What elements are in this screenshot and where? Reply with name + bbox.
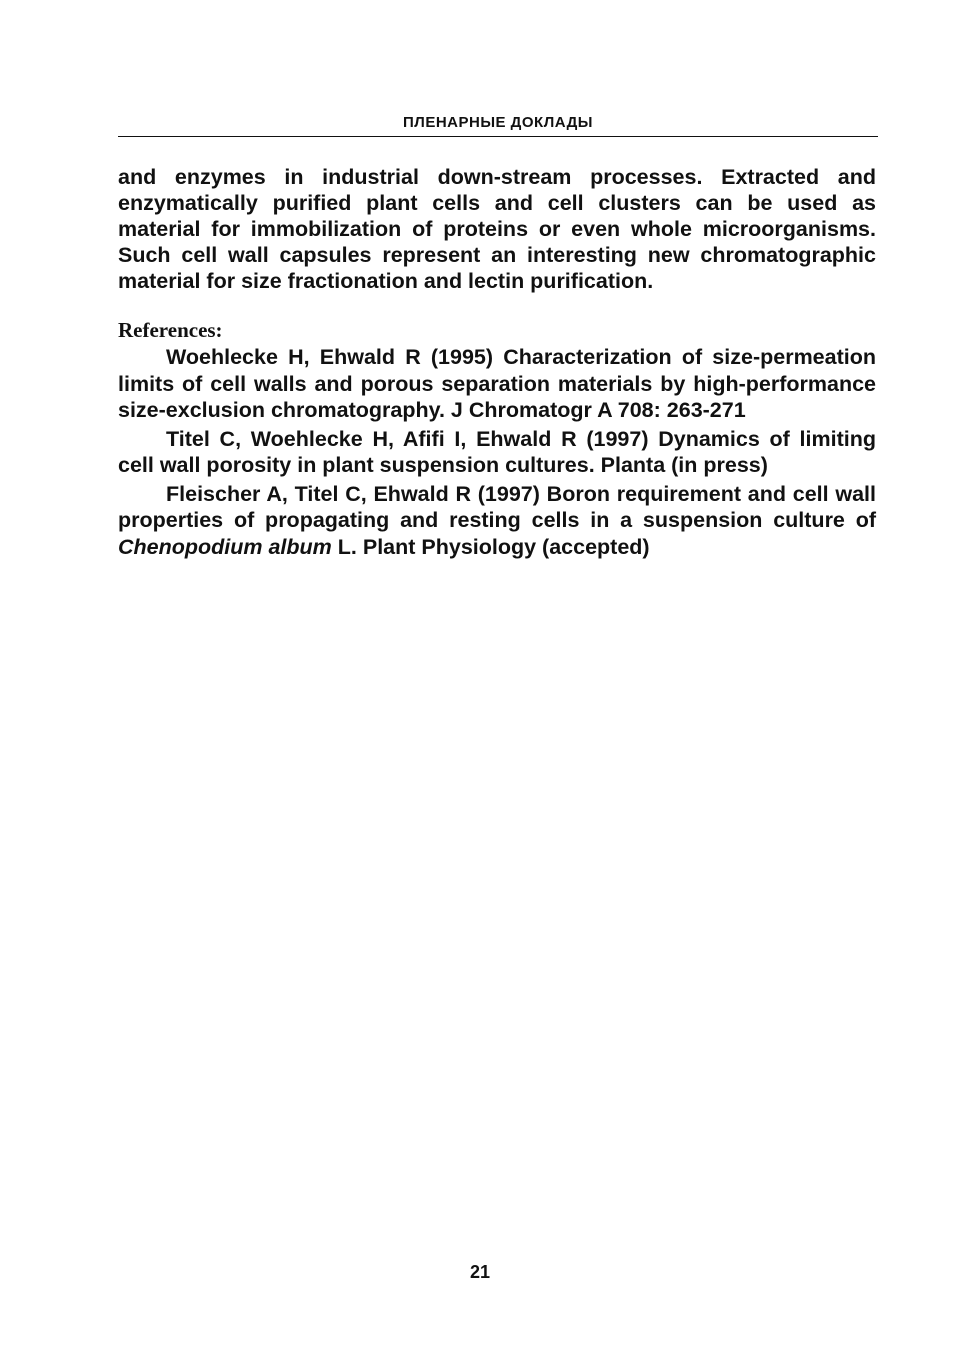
reference-item: Titel C, Woehlecke H, Afifi I, Ehwald R (1997) Dynamics of limiting cell wall porosity in plant suspension cultures. Planta (in press) bbox=[118, 426, 876, 477]
reference-text: Fleischer A, Titel C, Ehwald R (1997) Boron requirement and cell wall properties of propagating and resting cells in a suspension culture of bbox=[118, 481, 876, 532]
reference-item bbox=[118, 481, 876, 561]
running-header: ПЛЕНАРНЫЕ ДОКЛАДЫ bbox=[403, 114, 593, 131]
page-number: 21 bbox=[469, 1262, 491, 1282]
reference-item: Woehlecke H, Ehwald R (1995) Characterization of size-permeation limits of cell walls and porous separation materials by high-performance size-exclusion chromatography. J Chromatogr A 708: 263-271 bbox=[118, 345, 876, 422]
references-list bbox=[118, 344, 876, 562]
references-heading: References: bbox=[118, 318, 223, 342]
reference-text: L. Plant Physiology (accepted) bbox=[331, 534, 650, 559]
species-name: Chenopodium album bbox=[118, 534, 332, 559]
body-paragraph: and enzymes in industrial down-stream processes. Extracted and enzymatically purified plant cells and cell clusters can be used as material for immobilization of proteins or even whole microorganisms. Such cell wall capsules represent an interesting new chromatographic material for size fractionation and lectin purification. bbox=[118, 165, 876, 293]
header-rule bbox=[118, 136, 878, 137]
